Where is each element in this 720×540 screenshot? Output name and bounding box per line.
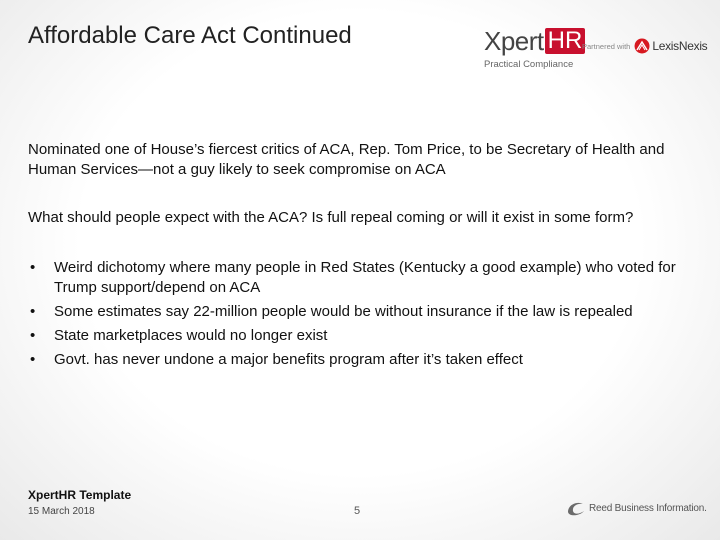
logo-xpert-text: Xpert bbox=[484, 26, 544, 56]
bullet-text: Weird dichotomy where many people in Red States (Kentucky a good example) who voted for Trump support/depend on ACA bbox=[54, 259, 676, 296]
bullet-item bbox=[28, 258, 694, 298]
bullet-list bbox=[28, 258, 694, 370]
partner-badge bbox=[582, 38, 707, 54]
bullet-item bbox=[28, 302, 694, 322]
page-number: 5 bbox=[354, 505, 361, 517]
footer-date: 15 March 2018 bbox=[28, 506, 95, 517]
bullet-dot-icon: • bbox=[30, 303, 36, 320]
body-paragraph-2: What should people expect with the ACA? Is full repeal coming or will it exist in some form? bbox=[28, 209, 634, 226]
slide-title: Affordable Care Act Continued bbox=[28, 22, 352, 49]
bullet-dot-icon: • bbox=[30, 351, 36, 368]
publisher-name: Reed Business Information. bbox=[589, 502, 707, 514]
body-paragraph-1: Nominated one of House’s fiercest critics of ACA, Rep. Tom Price, to be Secretary of Health and Human Services—not a guy likely to seek compromise on ACA bbox=[28, 141, 665, 178]
bullet-item bbox=[28, 326, 694, 346]
lexisnexis-icon bbox=[634, 38, 650, 54]
bullet-text: State marketplaces would no longer exist bbox=[54, 327, 328, 344]
logo-tagline: Practical Compliance bbox=[484, 59, 574, 70]
footer-template-name: XpertHR Template bbox=[28, 488, 132, 502]
partner-label: Partnered with bbox=[582, 41, 631, 51]
bullet-dot-icon: • bbox=[30, 259, 36, 276]
xperthr-wordmark bbox=[484, 26, 583, 56]
partner-name: LexisNexis bbox=[652, 39, 708, 53]
xperthr-logo bbox=[484, 26, 583, 72]
logo-hr-text: HR bbox=[545, 28, 586, 54]
reed-swoosh-icon bbox=[566, 500, 586, 516]
slide-body bbox=[28, 140, 694, 374]
bullet-dot-icon: • bbox=[30, 327, 36, 344]
publisher-logo bbox=[566, 500, 707, 516]
bullet-text: Govt. has never undone a major benefits program after it’s taken effect bbox=[54, 351, 523, 368]
bullet-item bbox=[28, 350, 694, 370]
bullet-text: Some estimates say 22-million people would be without insurance if the law is repealed bbox=[54, 303, 633, 320]
